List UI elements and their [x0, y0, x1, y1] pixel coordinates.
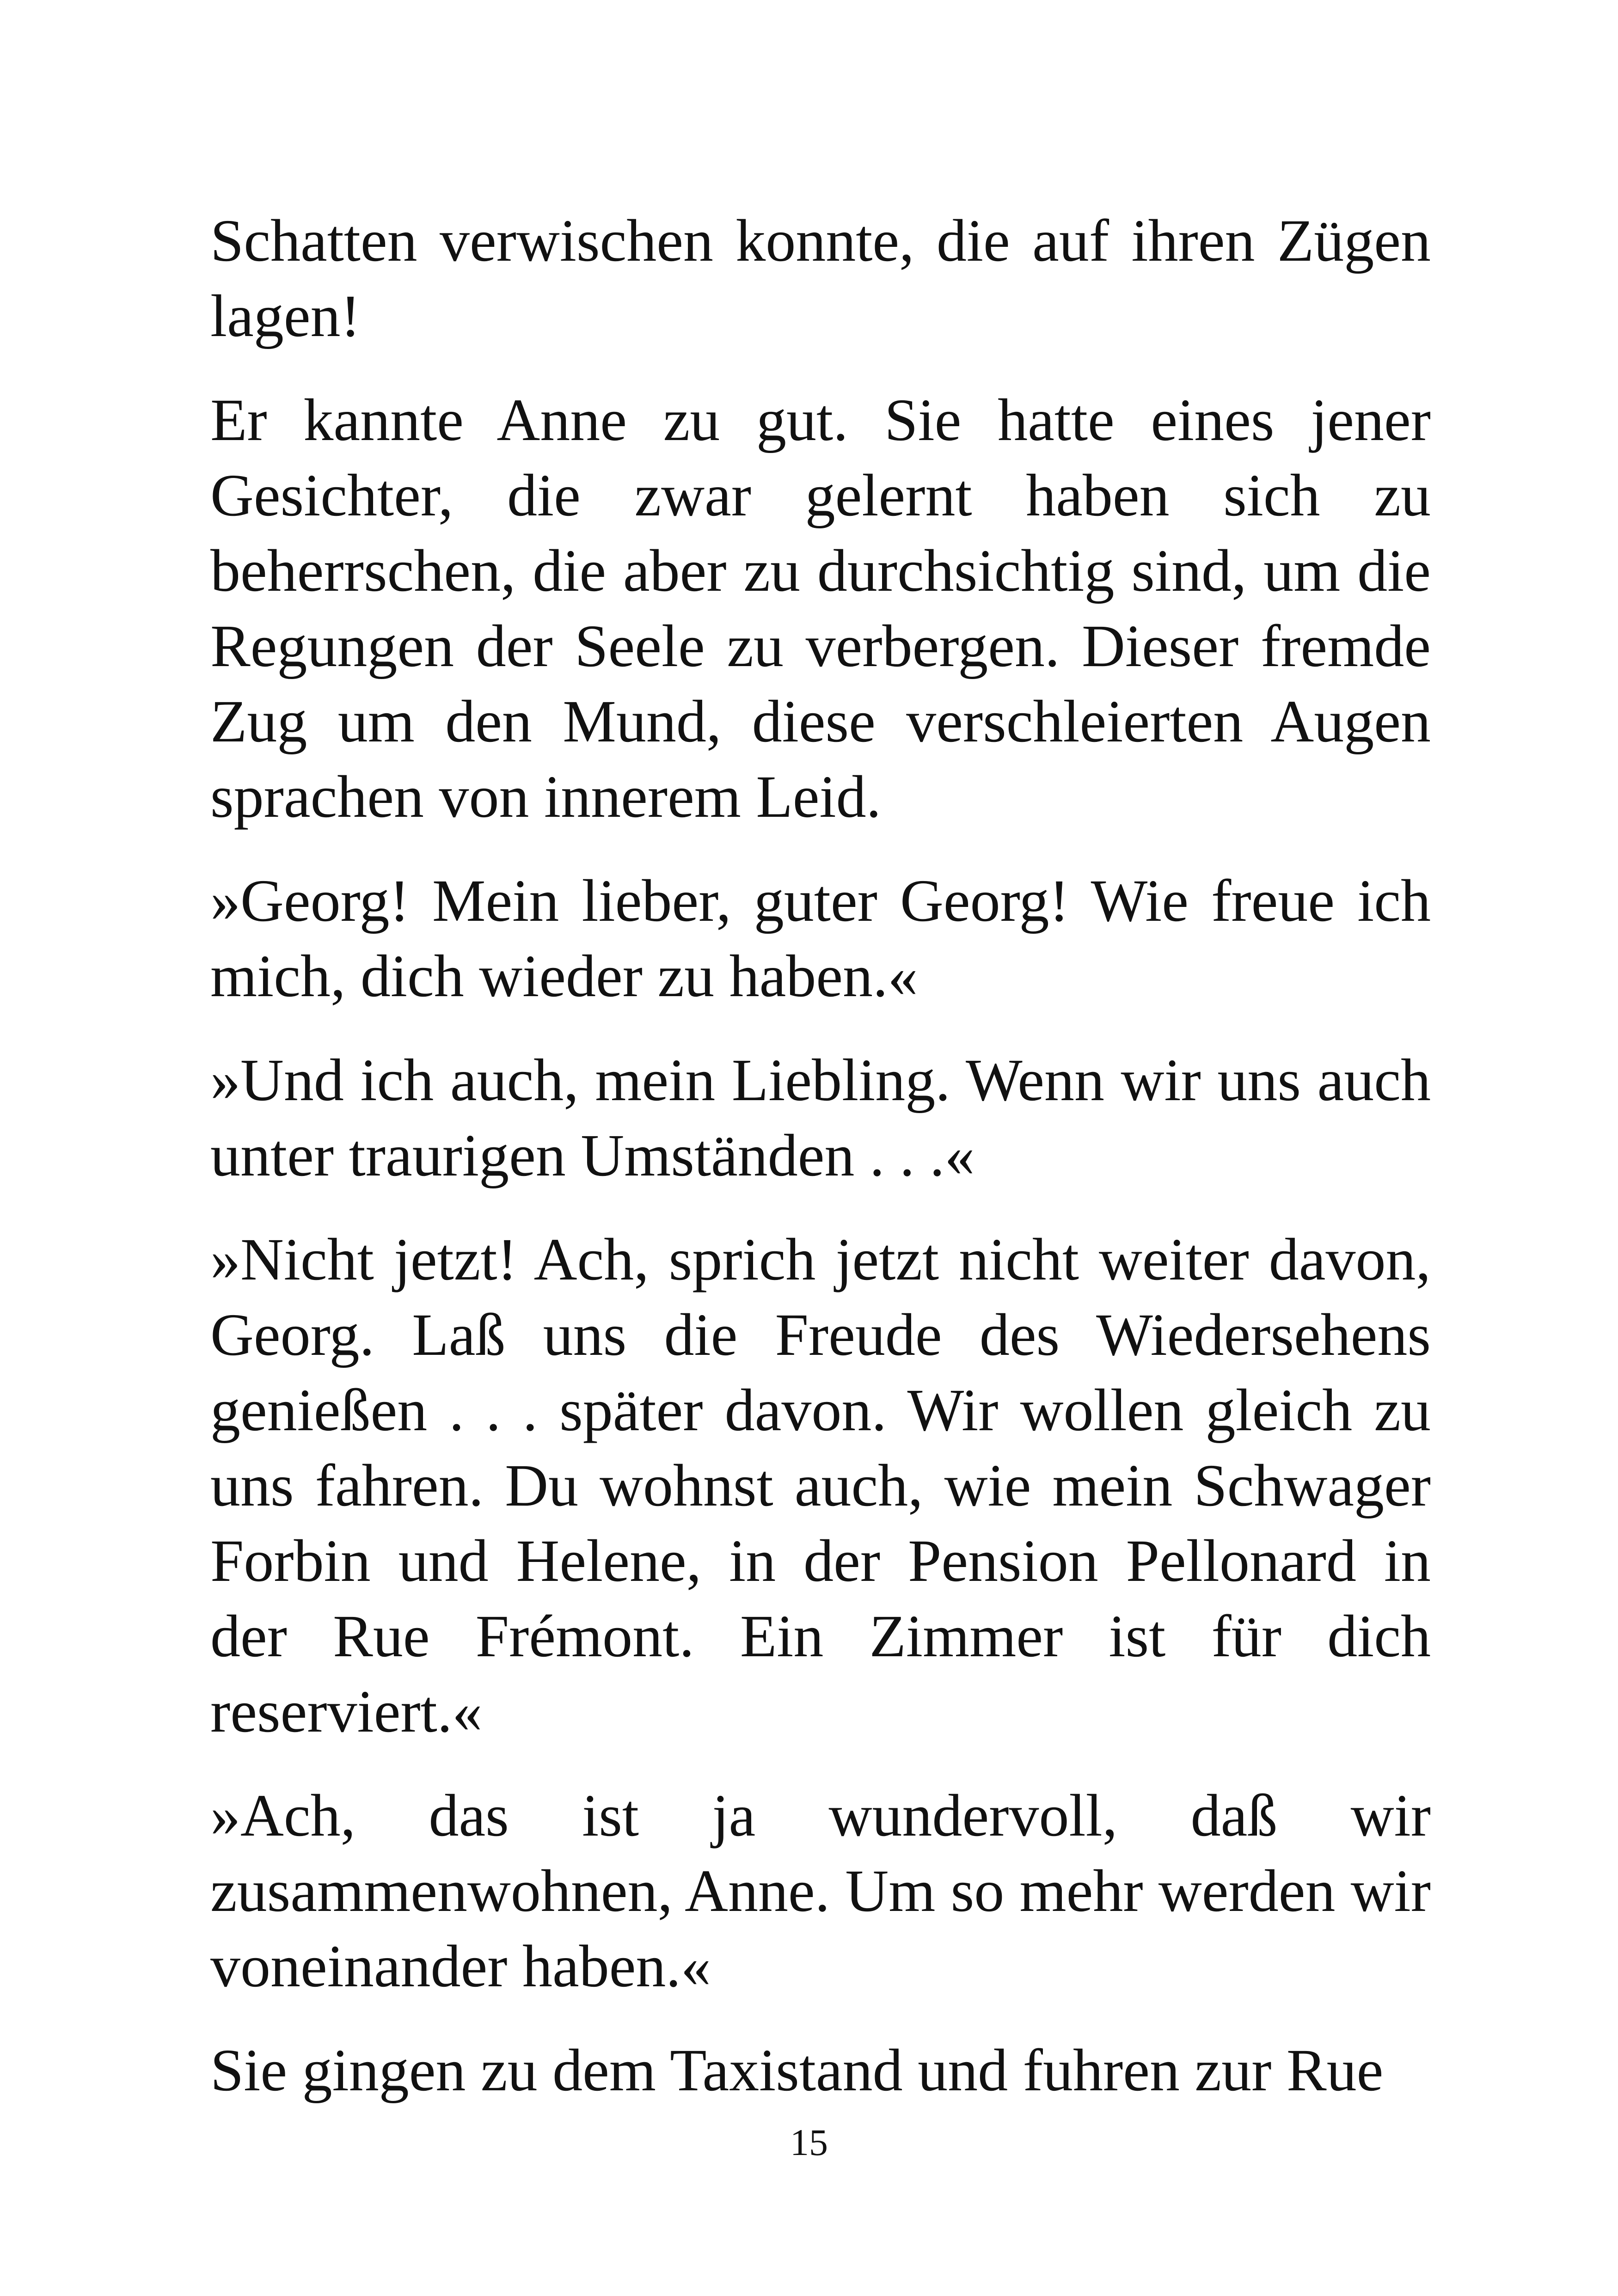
body-text — [210, 203, 1431, 2137]
paragraph-2: Er kannte Anne zu gut. Sie hatte eines jener Gesichter, die zwar gelernt haben sich zu beherrschen, die aber zu durchsichtig sind, um die Regungen der Seele zu verbergen. Dieser fremde Zug um den Mund, diese verschleierten Augen sprachen von innerem Leid. — [210, 387, 1431, 830]
paragraph-3: »Georg! Mein lieber, guter Georg! Wie freue ich mich, dich wieder zu haben.« — [210, 868, 1431, 1010]
paragraph-4: »Und ich auch, mein Liebling. Wenn wir uns auch unter traurigen Umständen . . .« — [210, 1047, 1431, 1189]
page-number: 15 — [790, 2121, 828, 2163]
paragraph-5: »Nicht jetzt! Ach, sprich jetzt nicht weiter davon, Georg. Laß uns die Freude des Wiedersehens genießen . . . später davon. Wir wollen gleich zu uns fahren. Du wohnst auch, wie mein Schwager Forbin und Helene, in der Pension Pellonard in der Rue Frémont. Ein Zimmer ist für dich reserviert.« — [210, 1226, 1431, 1745]
paragraph-7: Sie gingen zu dem Taxistand und fuhren zur Rue — [210, 2037, 1384, 2104]
paragraph-6: »Ach, das ist ja wundervoll, daß wir zusammenwohnen, Anne. Um so mehr werden wir voneinander haben.« — [210, 1782, 1431, 2000]
paragraph-1: Schatten verwischen konnte, die auf ihren Zügen lagen! — [210, 208, 1431, 349]
